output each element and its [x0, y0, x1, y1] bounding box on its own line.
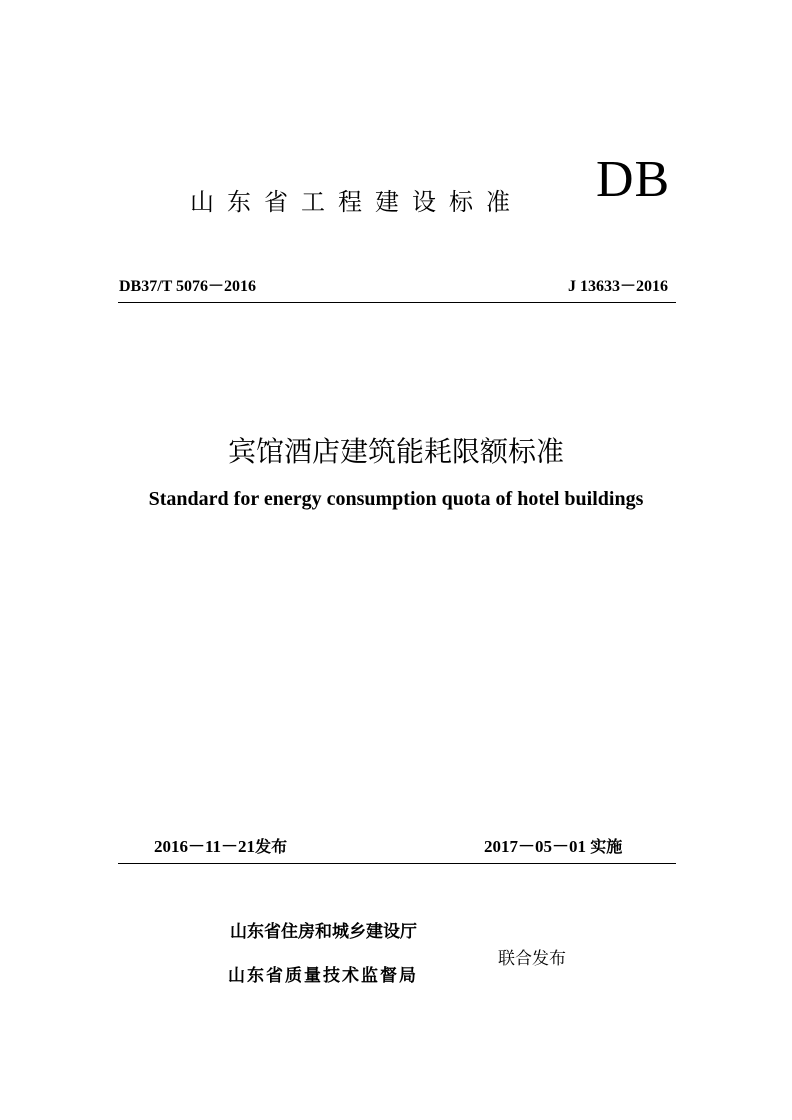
issue-date-line [154, 832, 287, 857]
document-title-chinese: 宾馆酒店建筑能耗限额标准 [227, 435, 564, 468]
record-code: J 13633－2016 [567, 278, 668, 295]
implementation-label: 实施 [590, 837, 623, 856]
db-mark: DB [596, 151, 671, 208]
standard-code: DB37/T 5076－2016 [119, 278, 257, 295]
joint-issue-label: 联合发布 [498, 949, 566, 969]
issue-date: 2016－11－21 [154, 837, 256, 856]
issuer-housing-department: 山东省住房和城乡建设厅 [230, 922, 417, 942]
top-divider [118, 302, 676, 303]
standard-series-title: 山东省工程建设标准 [190, 188, 523, 216]
implementation-date-line [484, 832, 622, 857]
implementation-date: 2017－05－01 [484, 837, 586, 856]
issuer-quality-bureau: 山东省质量技术监督局 [228, 966, 418, 986]
document-title-english: Standard for energy consumption quota of hotel buildings [148, 488, 644, 510]
bottom-divider [118, 863, 676, 864]
issue-label: 发布 [255, 837, 288, 856]
